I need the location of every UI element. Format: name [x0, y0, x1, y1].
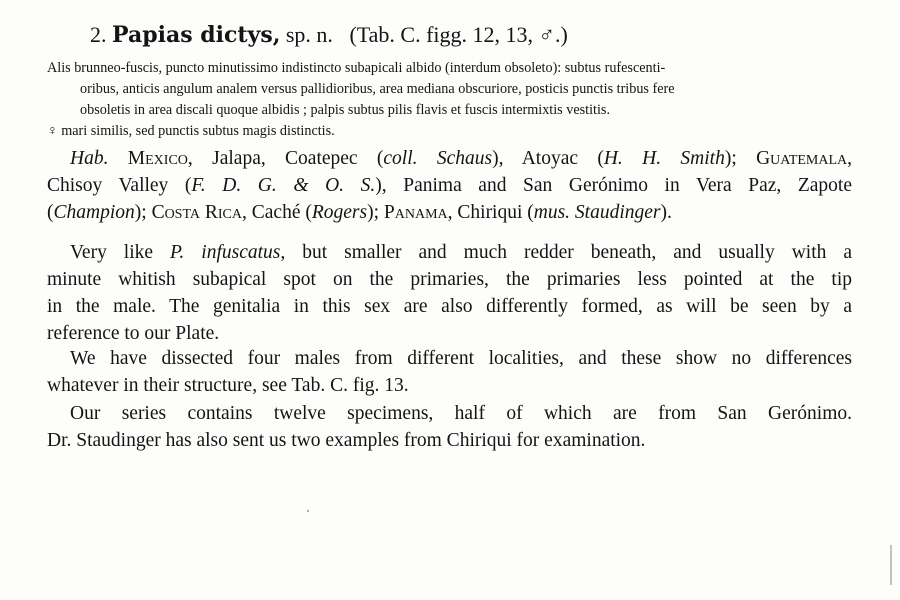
- species-suffix: sp. n.: [285, 22, 333, 47]
- latin-description-line: obsoletis in area discali quoque albidis ; palpis subtus pilis flavis et fuscis intermixtis vestitis.: [80, 102, 611, 118]
- page-edge-mark: [890, 545, 892, 585]
- country-mexico: Mexico,: [127, 148, 193, 169]
- paper-speck: [307, 510, 309, 512]
- species-number: 2.: [90, 22, 107, 47]
- latin-description-line: oribus, anticis angulum analem versus pallidioribus, area mediana obscuriore, posticis punctis tribus fere: [80, 81, 675, 97]
- female-description: ♀ mari similis, sed punctis subtus magis distinctis.: [47, 123, 335, 139]
- habitat-paragraph: Hab. Mexico, Jalapa, Coatepec (coll. Schaus), Atoyac (H. H. Smith); Guatemala, Chisoy Valley (F. D. G. & O. S.), Panima and San Gerónimo in Vera Paz, Zapote (Champion); Costa Rica, Caché (Rogers); Panama, Chiriqui (mus. Staudinger).: [47, 148, 853, 223]
- species-reference: P. infuscatus,: [170, 242, 286, 263]
- country-guatemala: Guatemala,: [756, 148, 853, 169]
- latin-description-line: Alis brunneo-fuscis, puncto minutissimo indistincto subapicali albido (interdum obsoleto): subtus rufescenti-: [47, 60, 666, 76]
- plate-reference: (Tab. C. figg. 12, 13, ♂.): [349, 22, 568, 47]
- country-panama: Panama,: [383, 202, 453, 223]
- dissection-paragraph: We have dissected four males from different localities, and these show no differences whatever in their structure, see Tab. C. fig. 13.: [47, 348, 852, 396]
- species-name: Papias dictys,: [112, 22, 281, 48]
- comparison-paragraph: Very like P. infuscatus, but smaller and much redder beneath, and usually with a minute whitish subapical spot on the primaries, the primaries less pointed at the tip in the male. The genitalia in this sex are also differently formed, as will be seen by a reference to our Plate.: [47, 242, 852, 344]
- hab-label: Hab.: [70, 148, 109, 169]
- country-costa-rica: Costa Rica,: [151, 202, 247, 223]
- series-paragraph: Our series contains twelve specimens, half of which are from San Gerónimo. Dr. Staudinger has also sent us two examples from Chiriqui for examination.: [47, 403, 852, 451]
- species-heading: [90, 22, 568, 48]
